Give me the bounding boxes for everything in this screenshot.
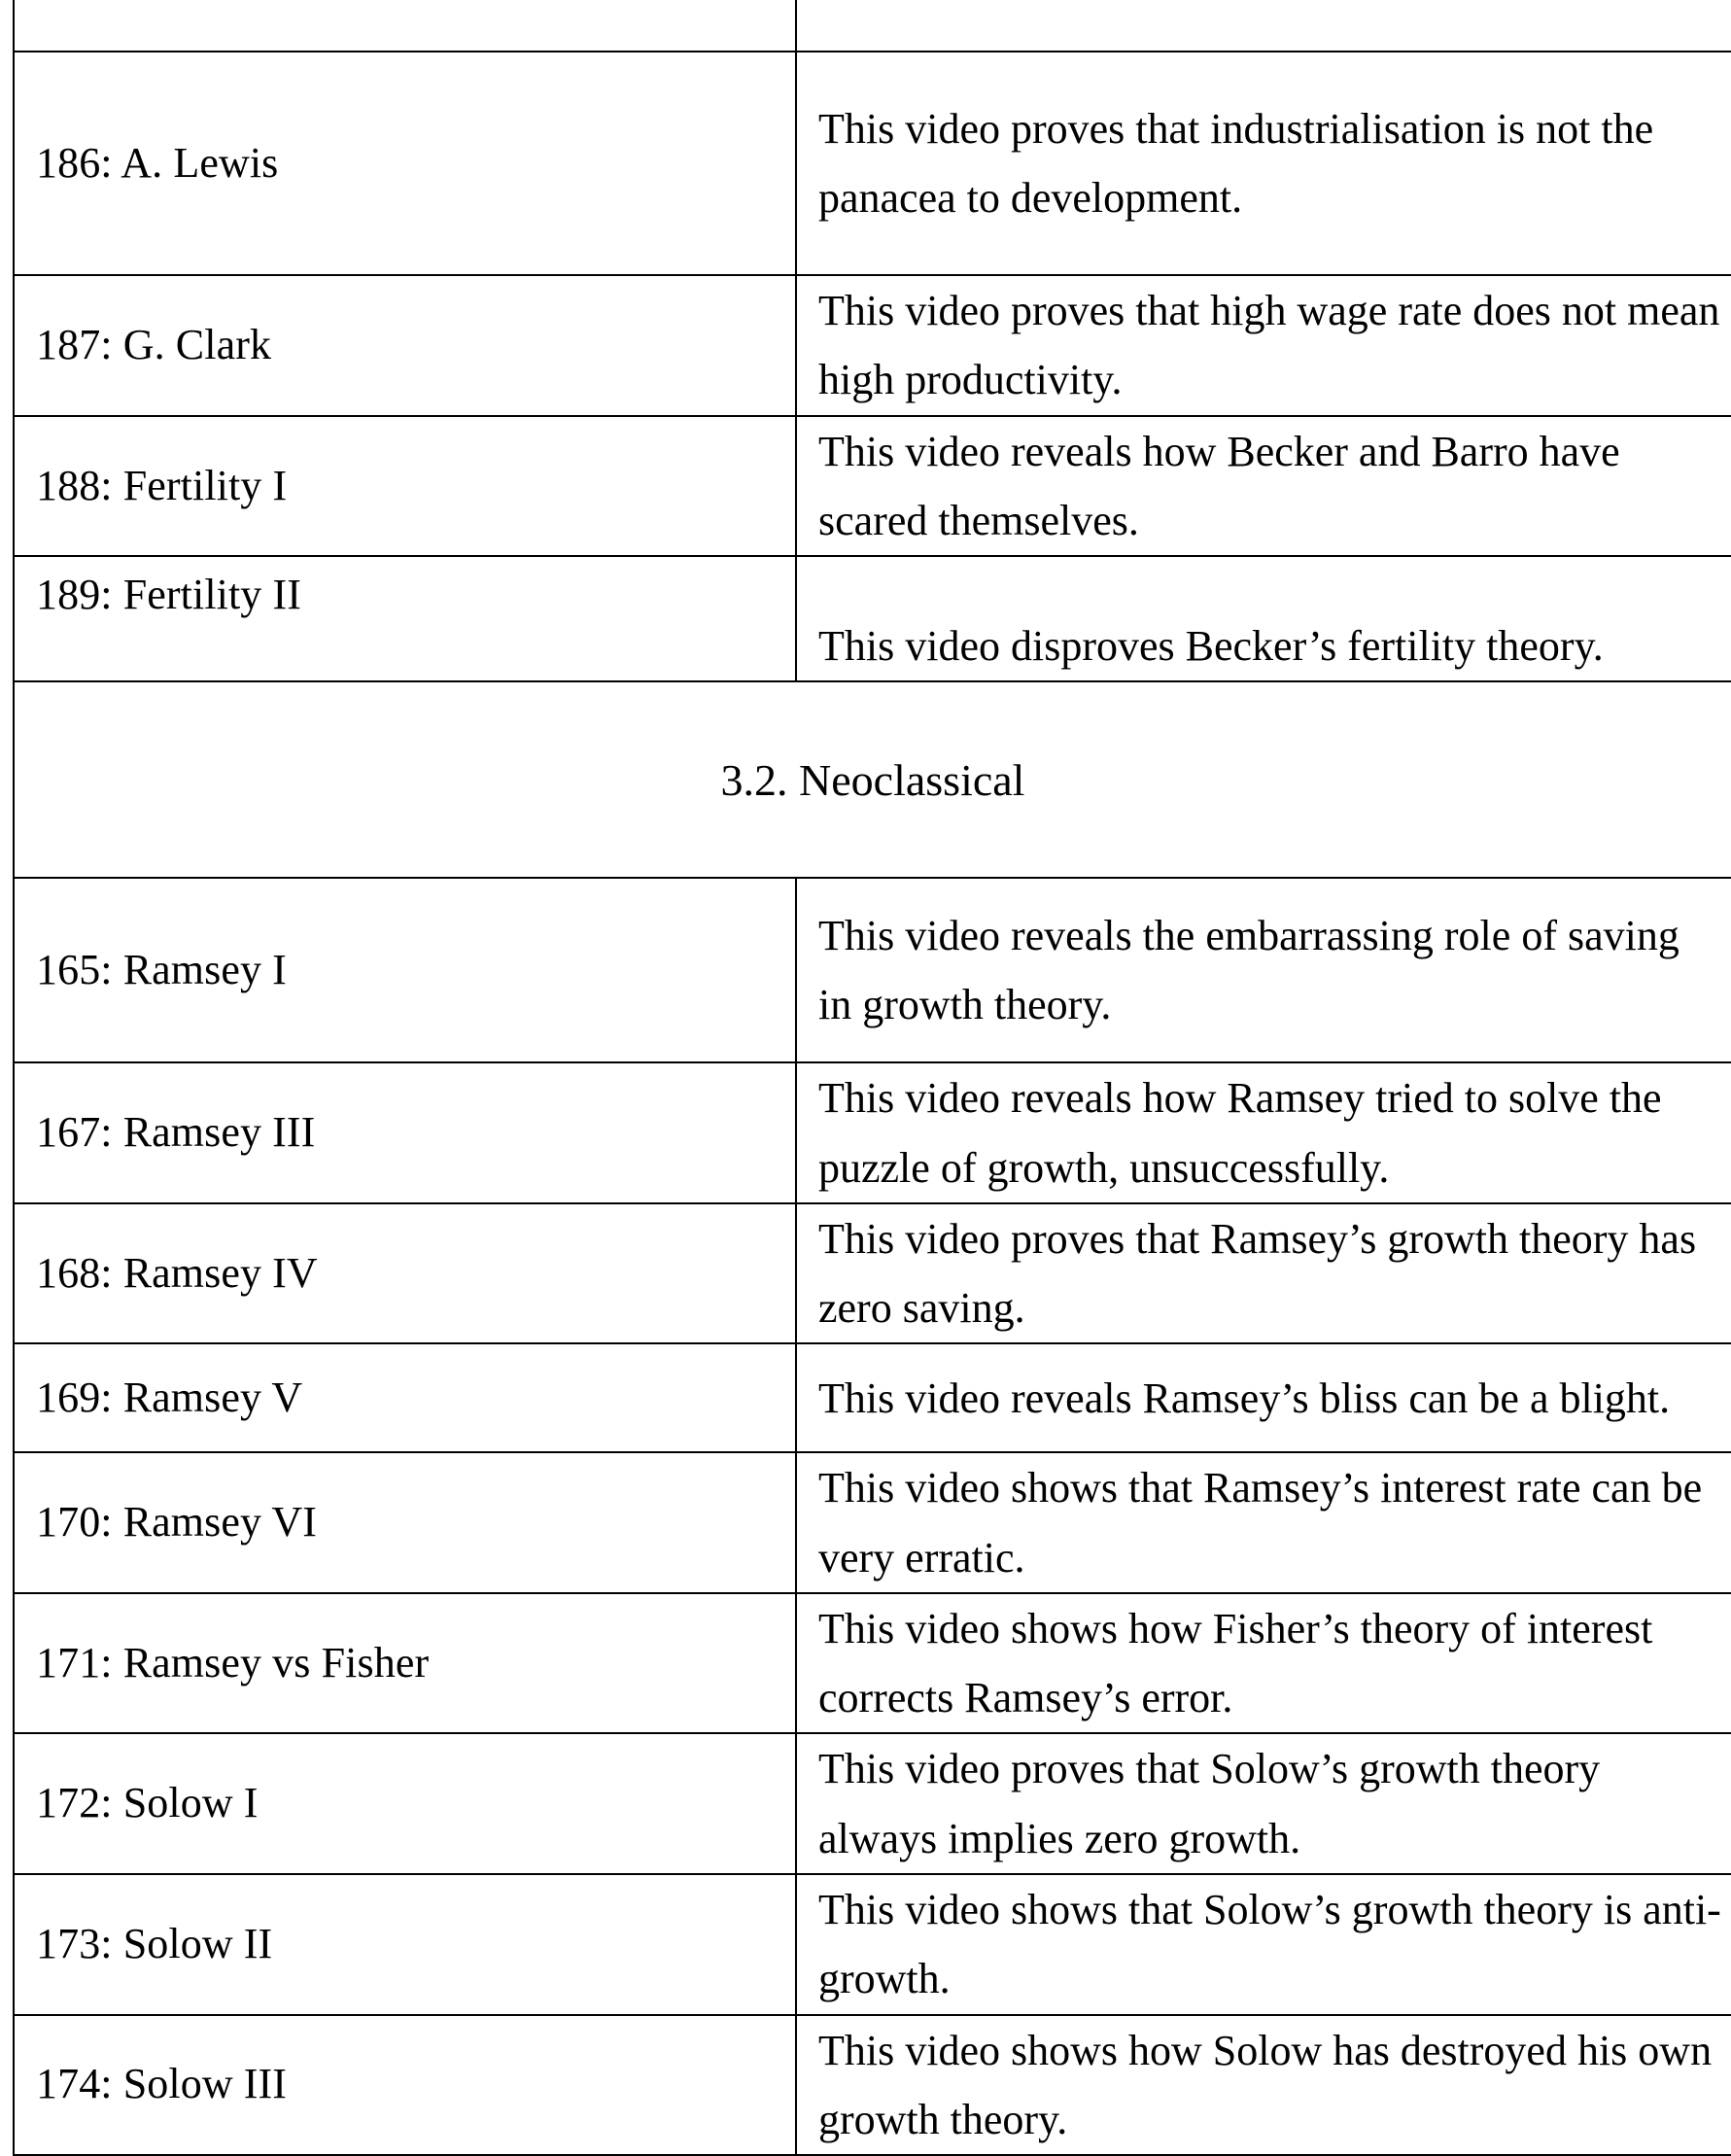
- video-description-text: This video proves that Solow’s growth theory always implies zero growth.: [818, 1745, 1601, 1862]
- video-id-cell: [14, 1203, 796, 1344]
- video-id-cell: [14, 1874, 796, 2015]
- table-row: [14, 878, 1731, 1062]
- video-description-text: This video proves that high wage rate does not mean high productivity.: [818, 287, 1720, 404]
- video-id-cell: [14, 1593, 796, 1734]
- table-row: [14, 556, 1731, 681]
- video-catalogue-table: [13, 0, 1731, 2156]
- video-description-cell: [796, 52, 1731, 275]
- video-id-cell: [14, 1733, 796, 1874]
- table-row: [14, 1062, 1731, 1203]
- video-description-cell: [796, 1343, 1731, 1452]
- video-id-label: 168: Ramsey IV: [36, 1248, 318, 1297]
- video-description-text: This video shows how Solow has destroyed his own growth theory.: [818, 2026, 1713, 2143]
- table-row: [14, 1874, 1731, 2015]
- video-id-label: 187: G. Clark: [36, 320, 272, 368]
- table-row: [14, 2015, 1731, 2156]
- video-id-cell: [14, 275, 796, 416]
- section-heading-text: 3.2. Neoclassical: [720, 754, 1025, 805]
- video-description-cell: [796, 878, 1731, 1062]
- section-heading-row: [14, 681, 1731, 878]
- video-description-text: This video reveals the embarrassing role of saving in growth theory.: [818, 912, 1679, 1029]
- video-id-label: 174: Solow III: [36, 2060, 288, 2108]
- table-row: [14, 416, 1731, 557]
- video-description-text: This video disproves Becker’s fertility theory.: [818, 622, 1604, 671]
- video-description-text: [818, 0, 1721, 3]
- video-id-label: 165: Ramsey I: [36, 946, 287, 994]
- video-description-cell: [796, 1203, 1731, 1344]
- video-description-cell: [796, 1733, 1731, 1874]
- video-description-cell: [796, 2015, 1731, 2156]
- video-id-cell: [14, 0, 796, 52]
- video-description-cell: [796, 275, 1731, 416]
- video-description-text: This video proves that industrialisation is not the panacea to development.: [818, 104, 1654, 222]
- video-description-cell: [796, 0, 1731, 52]
- table-row: [14, 1452, 1731, 1593]
- table-body: [14, 0, 1731, 2155]
- video-description-text: This video shows that Solow’s growth theory is anti-growth.: [818, 1885, 1721, 2003]
- video-description-text: This video reveals how Becker and Barro have scared themselves.: [818, 427, 1620, 544]
- video-description-cell: [796, 1062, 1731, 1203]
- table-row: [14, 1733, 1731, 1874]
- section-heading-cell: [14, 681, 1731, 878]
- video-description-text: This video proves that Ramsey’s growth theory has zero saving.: [818, 1214, 1697, 1333]
- video-id-label: 167: Ramsey III: [36, 1108, 316, 1157]
- video-description-text: This video shows how Fisher’s theory of interest corrects Ramsey’s error.: [818, 1604, 1653, 1722]
- table-row: [14, 52, 1731, 275]
- video-description-cell: [796, 1874, 1731, 2015]
- video-description-cell: [796, 1452, 1731, 1593]
- video-description-cell: [796, 556, 1731, 681]
- video-id-cell: [14, 1062, 796, 1203]
- table-row: [14, 1343, 1731, 1452]
- video-id-cell: [14, 416, 796, 557]
- video-id-label: 169: Ramsey V: [36, 1374, 303, 1422]
- video-description-text: This video reveals Ramsey’s bliss can be a blight.: [818, 1374, 1671, 1422]
- video-description-cell: [796, 416, 1731, 557]
- video-id-label: 173: Solow II: [36, 1919, 273, 1967]
- table-row: [14, 1593, 1731, 1734]
- video-id-label: 186: A. Lewis: [36, 138, 279, 187]
- table-row: [14, 275, 1731, 416]
- video-id-label: 170: Ramsey VI: [36, 1498, 318, 1547]
- table-row: [14, 1203, 1731, 1344]
- video-id-cell: [14, 1452, 796, 1593]
- video-id-cell: [14, 1343, 796, 1452]
- video-id-cell: [14, 878, 796, 1062]
- table-row: [14, 0, 1731, 52]
- video-description-text: This video shows that Ramsey’s interest rate can be very erratic.: [818, 1464, 1703, 1582]
- video-description-text: This video reveals how Ramsey tried to solve the puzzle of growth, unsuccessfully.: [818, 1074, 1662, 1192]
- video-id-label: 188: Fertility I: [36, 461, 288, 509]
- video-id-label: 171: Ramsey vs Fisher: [36, 1638, 430, 1687]
- video-id-label: 189: Fertility II: [36, 571, 302, 619]
- video-id-cell: [14, 556, 796, 681]
- video-id-label: 172: Solow I: [36, 1779, 259, 1827]
- video-id-cell: [14, 52, 796, 275]
- video-id-cell: [14, 2015, 796, 2156]
- video-description-cell: [796, 1593, 1731, 1734]
